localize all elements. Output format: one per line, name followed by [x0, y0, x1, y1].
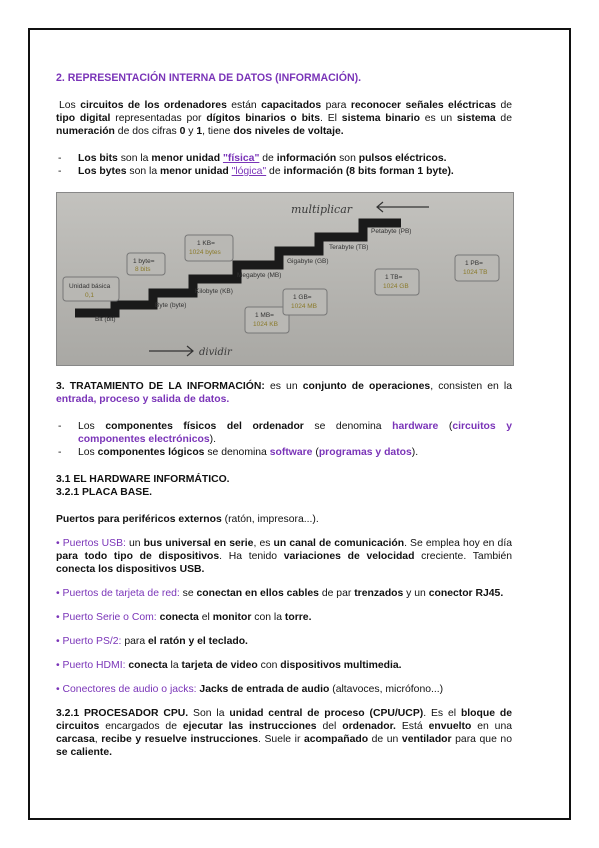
unit-name: Gigabyte (GB) [287, 258, 329, 265]
svg-text:1 KB=: 1 KB= [197, 240, 215, 247]
text-run: Los [78, 421, 106, 432]
text-run: un canal de comunicación [273, 538, 405, 549]
text-run: • Puertos USB: [56, 538, 126, 549]
text-run: el ratón y el teclado. [148, 636, 248, 647]
text-run: para que no [451, 734, 512, 745]
text-run: ordenador. [342, 721, 396, 732]
text-run: creciente. También [414, 551, 513, 562]
text-run: de un [368, 734, 402, 745]
text-run: Son la [188, 708, 230, 719]
text-run: de par [318, 588, 355, 599]
text-run: monitor [212, 612, 252, 623]
text-run: acompañado [303, 734, 369, 745]
text-run: capacitados [261, 100, 322, 111]
svg-text:1024 bytes: 1024 bytes [189, 249, 221, 256]
svg-text:8 bits: 8 bits [135, 266, 151, 273]
text-run: menor unidad [160, 166, 229, 177]
text-run: para [321, 100, 351, 111]
text-run: se denomina [204, 447, 270, 458]
text-run: . Ha tenido [219, 551, 284, 562]
text-run: encargados de [99, 721, 183, 732]
conversion-box [185, 235, 233, 261]
text-run: 3.2.1 PROCESADOR CPU. [56, 708, 189, 719]
text-run: bus universal en serie [143, 538, 254, 549]
text-run: es un [419, 113, 457, 124]
port-network [56, 587, 512, 600]
text-run: bloque de circuitos [56, 708, 512, 732]
text-run: , tiene [202, 126, 234, 137]
text-run: , consisten en la [430, 381, 512, 392]
document-content-lower [56, 380, 512, 759]
text-run: y un [403, 588, 429, 599]
text-run: de [259, 153, 277, 164]
text-run: envuelto [428, 721, 472, 732]
text-run: Los [59, 100, 81, 111]
list-item [56, 420, 512, 446]
text-run: variaciones de velocidad [283, 551, 415, 562]
svg-text:1024 GB: 1024 GB [383, 283, 409, 290]
unit-value: 0,1 [85, 292, 95, 299]
text-run: circuitos y componentes electrónicos [78, 421, 512, 445]
text-run: ). [209, 434, 217, 445]
unit-name: Petabyte (PB) [371, 228, 412, 235]
text-run: Está [395, 721, 429, 732]
text-run: información [276, 153, 337, 164]
text-run: la [167, 660, 182, 671]
text-run: "física" [222, 153, 260, 164]
text-run: están [226, 100, 262, 111]
list-item [56, 152, 512, 165]
text-run: . Suele ir [258, 734, 304, 745]
svg-text:1024 TB: 1024 TB [463, 269, 488, 276]
unit-name: Megabyte (MB) [237, 272, 282, 279]
text-run: . El [320, 113, 342, 124]
text-run: componentes físicos del ordenador [105, 421, 304, 432]
text-run: ( [312, 447, 319, 458]
text-run: ( [438, 421, 453, 432]
text-run: Los [78, 447, 98, 458]
svg-text:1 GB=: 1 GB= [293, 294, 312, 301]
text-run: recibe y resuelve instrucciones [101, 734, 259, 745]
text-run: conecta los dispositivos USB. [56, 564, 205, 575]
divide-label: dividir [199, 347, 232, 358]
port-ps2 [56, 635, 512, 648]
text-run: 3. TRATAMIENTO DE LA INFORMACIÓN: [56, 381, 265, 392]
text-run: de [496, 100, 512, 111]
text-run: para todo tipo de dispositivos [56, 551, 220, 562]
text-run: para [121, 636, 149, 647]
unit-name: Unidad básica [69, 283, 111, 290]
text-run: ventilador [401, 734, 452, 745]
text-run: reconocer señales eléctricas [350, 100, 497, 111]
conversion-box [283, 289, 327, 315]
text-run: Los bytes [78, 166, 127, 177]
data-units-diagram [57, 193, 513, 365]
text-run: entrada, proceso y salida de datos. [56, 394, 230, 405]
text-run: carcasa [56, 734, 95, 745]
text-run: de dos cifras [114, 126, 180, 137]
text-run: información (8 bits forman 1 byte). [283, 166, 454, 177]
text-run: en una [471, 721, 512, 732]
text-run: tarjeta de video [181, 660, 258, 671]
ports-intro [56, 513, 512, 526]
text-run: dos niveles de voltaje. [233, 126, 344, 137]
text-run: ). [411, 447, 419, 458]
section-2-list [56, 152, 512, 178]
text-run: programas y datos [318, 447, 412, 458]
conversion-box [455, 255, 499, 281]
multiply-label: multiplicar [291, 203, 353, 216]
text-run: se denomina [303, 421, 393, 432]
unit-name: Byte (byte) [155, 302, 187, 309]
text-run: sistema binario [341, 113, 420, 124]
text-run: trenzados [354, 588, 404, 599]
port-hdmi [56, 659, 512, 672]
text-run: son la [126, 166, 161, 177]
text-run: se caliente. [56, 747, 113, 758]
conversion-box [375, 269, 419, 295]
text-run: • Conectores de audio o jacks: [56, 684, 197, 695]
cpu-paragraph [56, 707, 512, 759]
text-run: (ratón, impresora...). [221, 514, 319, 525]
text-run: • Puerto HDMI: [56, 660, 126, 671]
section-3-list [56, 420, 512, 459]
text-run: pulsos eléctricos. [358, 153, 447, 164]
text-run: dispositivos multimedia. [280, 660, 402, 671]
text-run: sistema [456, 113, 496, 124]
text-run: . Se emplea hoy en día [404, 538, 512, 549]
text-run: , es [253, 538, 274, 549]
section-3-paragraph [56, 380, 512, 406]
unit-name: Bit (bit) [95, 316, 116, 323]
text-run: 1 [196, 126, 203, 137]
text-run: dígitos binarios o bits [206, 113, 321, 124]
svg-text:1 MB=: 1 MB= [255, 312, 274, 319]
text-run: software [269, 447, 313, 458]
document-content [56, 40, 512, 178]
text-run: es un [264, 381, 303, 392]
text-run: de [495, 113, 512, 124]
text-run: Los bits [78, 153, 118, 164]
text-run: del [316, 721, 343, 732]
text-run: se [179, 588, 197, 599]
text-run: , [94, 734, 102, 745]
text-run: • Puertos de tarjeta de red: [56, 588, 180, 599]
text-run: unidad central de proceso (CPU/UCP) [229, 708, 424, 719]
text-run: componentes lógicos [97, 447, 205, 458]
list-item [56, 165, 512, 178]
text-run: tipo digital [56, 113, 111, 124]
text-run: menor unidad [151, 153, 221, 164]
text-run: (altavoces, micrófono...) [329, 684, 444, 695]
section-2-paragraph [56, 99, 512, 138]
text-run: Puertos para periféricos externos [56, 514, 222, 525]
text-run: "lógica" [231, 166, 267, 177]
text-run: • Puerto Serie o Com: [56, 612, 157, 623]
text-run: hardware [392, 421, 439, 432]
text-run: conjunto de operaciones [302, 381, 431, 392]
text-run: con [257, 660, 281, 671]
section-3-2-1-heading: 3.2.1 PLACA BASE. [56, 487, 153, 498]
section-2-heading: 2. REPRESENTACIÓN INTERNA DE DATOS (INFORMACIÓN). [56, 72, 362, 84]
text-run: conectan en ellos cables [196, 588, 319, 599]
text-run: de [266, 166, 284, 177]
port-serial [56, 611, 512, 624]
conversion-box [245, 307, 289, 333]
text-run: con la [251, 612, 285, 623]
svg-text:1024 MB: 1024 MB [291, 303, 318, 310]
text-run: conecta [128, 660, 168, 671]
text-run: conector RJ45. [428, 588, 504, 599]
text-run: • Puerto PS/2: [56, 636, 122, 647]
text-run: . Es el [423, 708, 461, 719]
svg-text:1 TB=: 1 TB= [385, 274, 403, 281]
text-run: numeración [56, 126, 115, 137]
section-3-1-heading: 3.1 EL HARDWARE INFORMÁTICO. [56, 474, 230, 485]
text-run: circuitos de los ordenadores [80, 100, 227, 111]
text-run: representadas por [110, 113, 207, 124]
text-run: torre. [284, 612, 312, 623]
text-run: un [125, 538, 144, 549]
unit-name: Kilobyte (KB) [195, 288, 233, 295]
data-units-photo [56, 192, 514, 366]
unit-name: Terabyte (TB) [329, 244, 369, 251]
text-run: 0 [179, 126, 186, 137]
text-run: y [185, 126, 197, 137]
text-run: el [198, 612, 213, 623]
text-run: ejecutar las instrucciones [182, 721, 317, 732]
svg-text:1024 KB: 1024 KB [253, 321, 278, 328]
list-item [56, 446, 512, 459]
text-run: son la [117, 153, 152, 164]
port-usb [56, 537, 512, 576]
text-run: conecta [159, 612, 199, 623]
text-run: Jacks de entrada de audio [199, 684, 330, 695]
svg-text:1 PB=: 1 PB= [465, 260, 483, 267]
port-audio [56, 683, 512, 696]
svg-text:1 byte=: 1 byte= [133, 258, 155, 265]
text-run: son [336, 153, 359, 164]
